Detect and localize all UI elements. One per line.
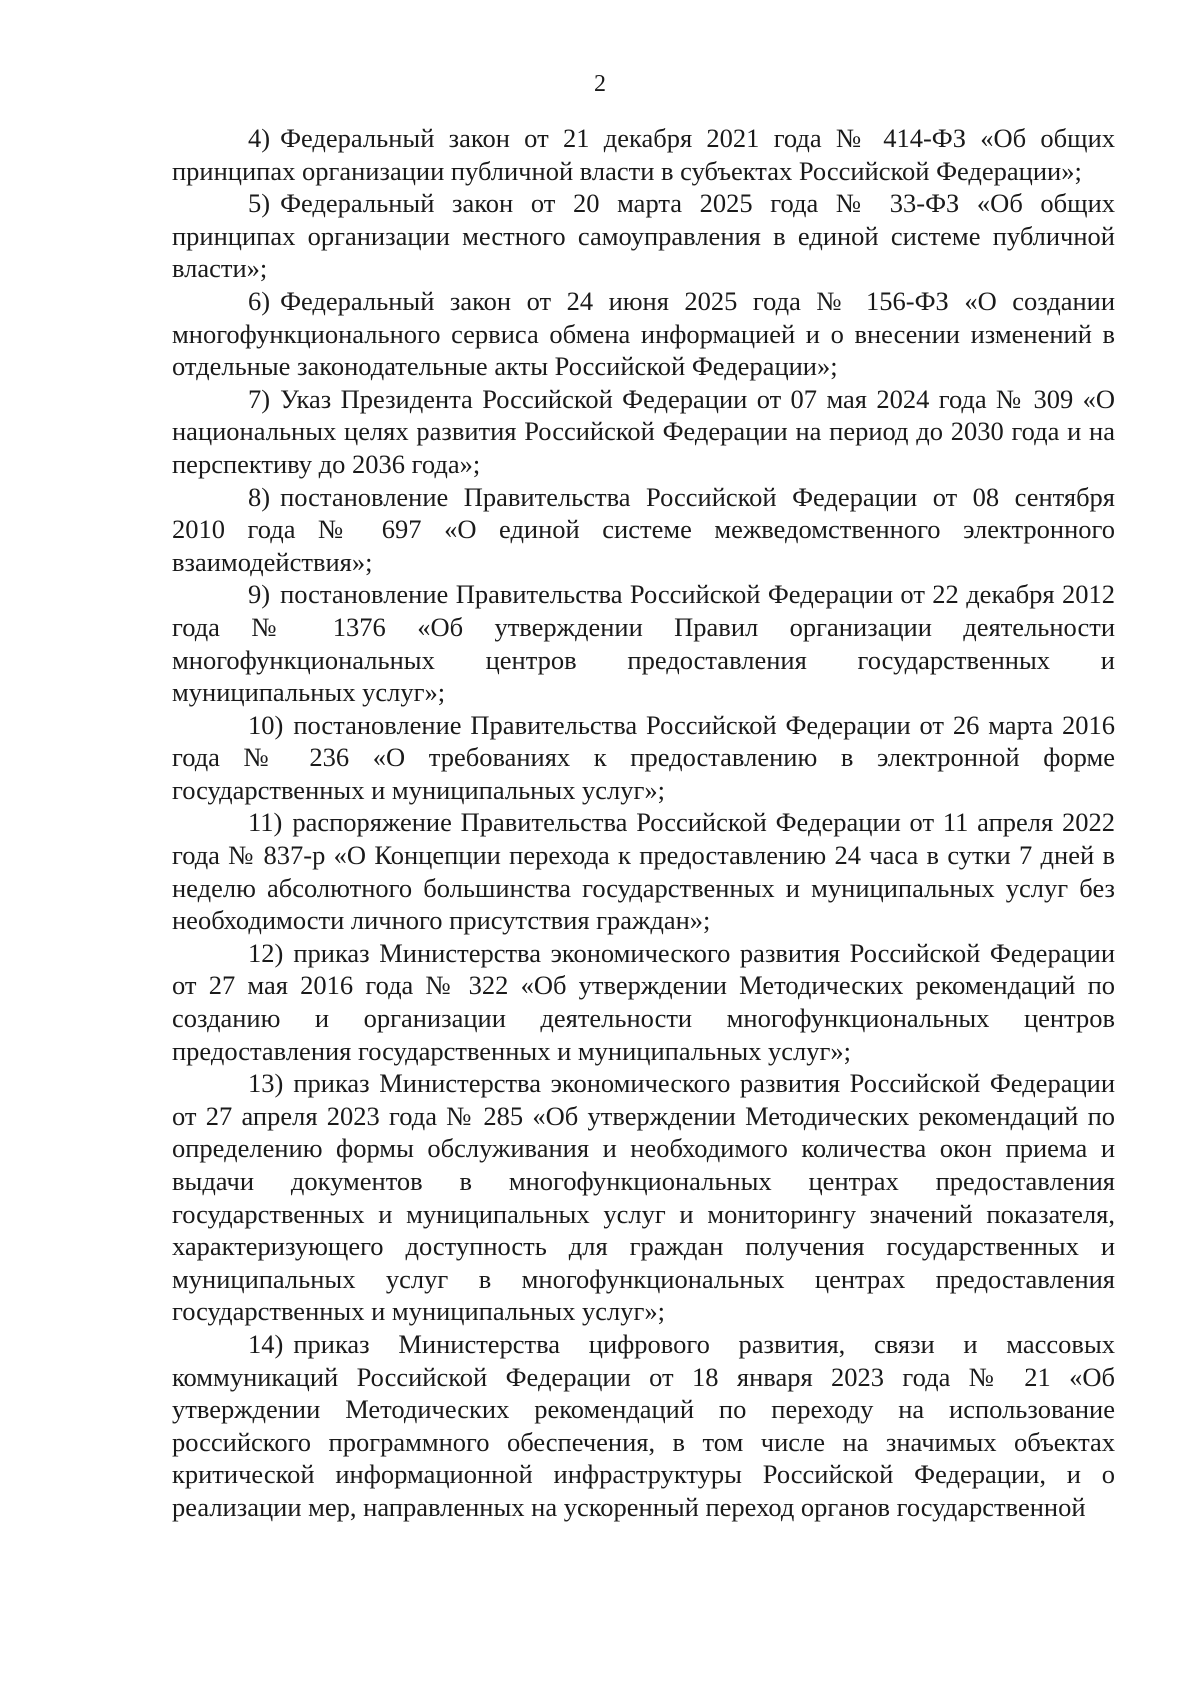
item-text: постановление Правительства Российской Федерации от 26 марта 2016 года № 236 «О требованиях к предоставлению в электронной форме государственных и муниципальных услуг»;	[172, 709, 1115, 805]
item-text: приказ Министерства цифрового развития, связи и массовых коммуникаций Российской Федерации от 18 января 2023 года № 21 «Об утверждении Методических рекомендаций по переходу на использование российского программного обеспечения, в том числе на значимых объектах критической информационной инфраструктуры Российской Федерации, и о реализации мер, направленных на ускоренный переход органов государственной	[172, 1328, 1115, 1522]
list-item	[172, 122, 1115, 187]
list-item	[172, 1067, 1115, 1328]
list-item	[172, 1328, 1115, 1524]
item-number: 7)	[248, 383, 271, 414]
item-text: Федеральный закон от 20 марта 2025 года № 33-ФЗ «Об общих принципах организации местного самоуправления в единой системе публичной власти»;	[172, 188, 1115, 284]
list-item	[172, 187, 1115, 285]
item-number: 8)	[248, 481, 271, 512]
item-number: 5)	[248, 188, 271, 219]
item-text: приказ Министерства экономического развития Российской Федерации от 27 мая 2016 года № 322 «Об утверждении Методических рекомендаций по созданию и организации деятельности многофункциональных центров предоставления государственных и муниципальных услуг»;	[172, 937, 1115, 1066]
item-number: 6)	[248, 285, 271, 316]
item-text: приказ Министерства экономического развития Российской Федерации от 27 апреля 2023 года № 285 «Об утверждении Методических рекомендаций по определению формы обслуживания и необходимого количества окон приема и выдачи документов в многофункциональных центрах предоставления государственных и муниципальных услуг и мониторингу значений показателя, характеризующего доступность для граждан получения государственных и муниципальных услуг в многофункциональных центрах предоставления государственных и муниципальных услуг»;	[172, 1068, 1115, 1327]
list-item	[172, 806, 1115, 936]
item-text: Федеральный закон от 24 июня 2025 года № 156-ФЗ «О создании многофункционального сервиса обмена информацией и о внесении изменений в отдельные законодательные акты Российской Федерации»;	[172, 285, 1115, 382]
item-number: 9)	[248, 579, 271, 610]
item-number: 11)	[248, 807, 283, 838]
document-body	[172, 122, 1115, 1524]
list-item	[172, 383, 1115, 481]
item-number: 10)	[248, 709, 284, 740]
item-text: постановление Правительства Российской Федерации от 22 декабря 2012 года № 1376 «Об утверждении Правил организации деятельности многофункциональных центров предоставления государственных и муниципальных услуг»;	[172, 579, 1115, 708]
item-text: Указ Президента Российской Федерации от 07 мая 2024 года № 309 «О национальных целях развития Российской Федерации на период до 2030 года и на перспективу до 2036 года»;	[172, 383, 1115, 479]
list-item	[172, 578, 1115, 708]
page-number: 2	[594, 71, 606, 97]
list-item	[172, 937, 1115, 1067]
item-number: 14)	[248, 1328, 284, 1359]
list-item	[172, 481, 1115, 579]
item-text: постановление Правительства Российской Федерации от 08 сентября 2010 года № 697 «О единой системе межведомственного электронного взаимодействия»;	[172, 481, 1115, 577]
item-number: 12)	[248, 937, 284, 968]
item-text: Федеральный закон от 21 декабря 2021 года № 414-ФЗ «Об общих принципах организации публичной власти в субъектах Российской Федерации»;	[172, 123, 1115, 186]
item-number: 13)	[248, 1068, 284, 1099]
item-number: 4)	[248, 123, 271, 153]
item-text: распоряжение Правительства Российской Федерации от 11 апреля 2022 года № 837-р «О Концепции перехода к предоставлению 24 часа в сутки 7 дней в неделю абсолютного большинства государственных и муниципальных услуг без необходимости личного присутствия граждан»;	[172, 807, 1115, 936]
list-item	[172, 285, 1115, 383]
list-item	[172, 709, 1115, 807]
